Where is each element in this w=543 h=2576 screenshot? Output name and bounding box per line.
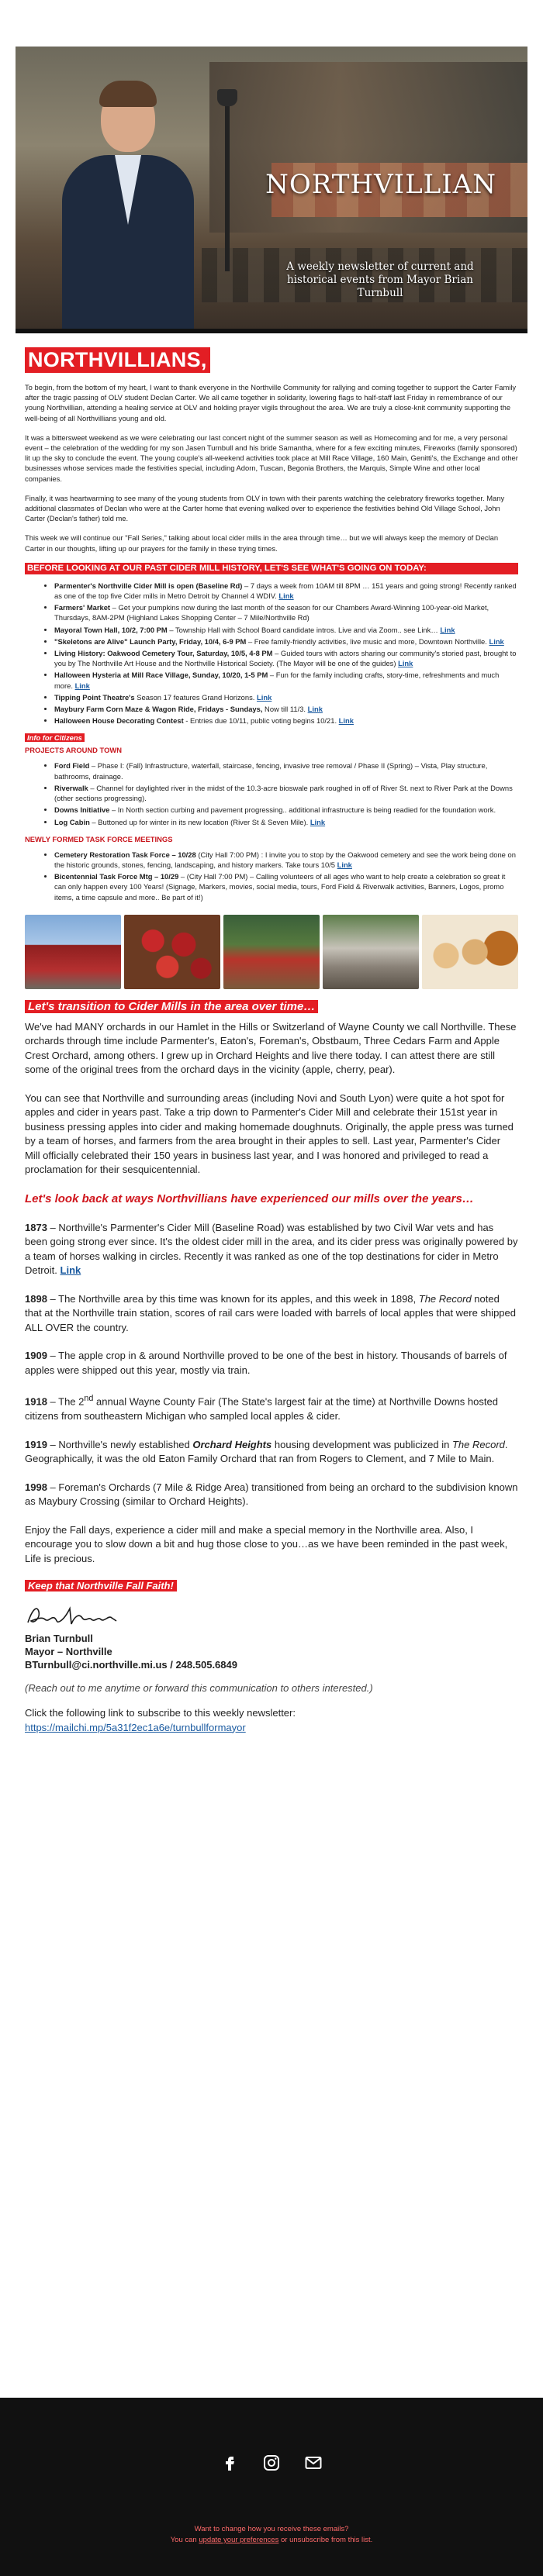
event-link[interactable]: Link bbox=[257, 692, 272, 702]
footer-text-part: or bbox=[278, 2536, 290, 2544]
project-item bbox=[54, 783, 518, 803]
events-list bbox=[25, 581, 518, 726]
event-link[interactable]: Link bbox=[307, 705, 323, 714]
event-item bbox=[54, 648, 518, 668]
mayor-hair bbox=[99, 81, 157, 107]
event-item bbox=[54, 692, 518, 702]
event-item bbox=[54, 581, 518, 601]
apples-photo bbox=[124, 915, 220, 989]
event-text: – Guided tours with actors sharing our community's storied past, brought to you by The Northville Art House and the Northville Historical Society. (The Mayor will be one of the guides) bbox=[54, 649, 517, 668]
events-heading: BEFORE LOOKING AT OUR PAST CIDER MILL HISTORY, LET'S SEE WHAT'S GOING ON TODAY: bbox=[25, 563, 518, 574]
history-content bbox=[0, 989, 543, 1735]
event-title: Parmenter's Northville Cider Mill is open (Baseline Rd) bbox=[54, 581, 243, 590]
intro-paragraph: Finally, it was heartwarming to see many of the young students from OLV in town with their parents watching the celebratory fireworks together. Many additional classmates of Declan who were at the Carter home that evening walked over to experience the festivities behind Old Village School, John Carter (Declan's father) told me. bbox=[25, 493, 505, 523]
event-text: – Free family-friendly activities, live music and more, Downtown Northville. bbox=[246, 636, 487, 646]
taskforce-item bbox=[54, 850, 518, 870]
signer-title: Mayor – Northville bbox=[25, 1646, 112, 1658]
event-link[interactable]: Link bbox=[398, 659, 413, 668]
social-icons bbox=[0, 2398, 543, 2476]
event-link[interactable]: Link bbox=[338, 716, 354, 726]
event-title: Halloween House Decorating Contest bbox=[54, 716, 184, 726]
footer-text-part: You can bbox=[170, 2536, 199, 2544]
project-title: Log Cabin bbox=[54, 817, 90, 826]
project-text: – Phase I: (Fall) Infrastructure, waterfall, staircase, fencing, invasive tree removal / Phase II (Spring) – Vista, Play structure, bathrooms, drainage. bbox=[54, 761, 488, 781]
event-text: – 7 days a week from 10AM till 8PM … 151 years and going strong! Recently ranked as one of the top five Cider mills in Metro Detroit by Channel 4 WDIV. bbox=[54, 581, 517, 601]
project-item bbox=[54, 805, 518, 815]
event-title: Living History: Oakwood Cemetery Tour, Saturday, 10/5, 4-8 PM bbox=[54, 649, 273, 658]
closing-paragraph: Enjoy the Fall days, experience a cider mill and make a special memory in the Northville area. Also, I encourage you to slow down a bit and hug those close to you…as we have been reminded in the past week, Life is precious. bbox=[25, 1523, 508, 1564]
event-title: Tipping Point Theatre's bbox=[54, 692, 135, 702]
taskforce-text: (City Hall 7:00 PM) : I invite you to stop by the Oakwood cemetery and see the work being done on the historic grounds, stones, fencing, landscaping, and history markers. Take tours 10/5 bbox=[54, 850, 516, 869]
hero-lamp-head bbox=[217, 89, 237, 106]
info-tag: Info for Citizens bbox=[25, 733, 85, 742]
top-spacer bbox=[0, 0, 543, 47]
intro-paragraph: This week we will continue our "Fall Series," talking about local cider mills in the area through time… but we will always keep the memory of Declan Carter in our thoughts, lifting up our prayers for the family in these trying times. bbox=[25, 533, 499, 553]
facebook-icon[interactable] bbox=[220, 2454, 239, 2476]
history-1909 bbox=[25, 1349, 518, 1378]
project-text: – In North section curbing and pavement progressing.. additional infrastructure is being readied for the foundation work. bbox=[109, 805, 496, 815]
taskforce-text: – (City Hall 7:00 PM) – Calling volunteers of all ages who want to help create a celebration so great it can only happen every 100 Years! (Signage, Markers, movies, social media, tours, Ford Field & Riverwalk activities, Banners, Logos, promo items, a time capsule and more.. Be part of it!) bbox=[54, 872, 506, 902]
event-title: Farmers' Market bbox=[54, 603, 111, 612]
email-icon[interactable] bbox=[304, 2454, 323, 2476]
ordinal-suffix: nd bbox=[84, 1394, 94, 1404]
history-text: noted that at the Northville train station, scores of rail cars were loaded with barrels of local apples that were shipped ALL OVER the country. bbox=[25, 1292, 516, 1333]
event-text: – Fun for the family including crafts, story-time, refreshments and much more. bbox=[54, 671, 500, 690]
event-item bbox=[54, 716, 518, 726]
footer-text bbox=[0, 2524, 543, 2546]
history-1898 bbox=[25, 1292, 518, 1336]
year-label: 1873 bbox=[25, 1221, 47, 1233]
event-link[interactable]: Link bbox=[74, 681, 90, 690]
history-text: – Northville's Parmenter's Cider Mill (Baseline Road) was established by two Civil War vets and has been going strong ever since. It's the oldest cider mill in the area, and its cider press was originally powered by a team of horses walking in circles. Recently it was ranked as one of the top destinations for cider in Metro Detroit. bbox=[25, 1221, 518, 1277]
event-item bbox=[54, 602, 518, 622]
main-content bbox=[0, 333, 543, 902]
history-text: . Geographically, it was the old Eaton Family Orchard that ran from Rogers to Clement, and 7 Mile to Main. bbox=[25, 1438, 508, 1465]
publication-name: The Record bbox=[418, 1292, 472, 1305]
signer-contact[interactable]: BTurnbull@ci.northville.mi.us / 248.505.6849 bbox=[25, 1659, 237, 1671]
project-title: Downs Initiative bbox=[54, 805, 110, 815]
doughnuts-cider-photo bbox=[422, 915, 518, 989]
event-item bbox=[54, 625, 518, 635]
event-title: Maybury Farm Corn Maze & Wagon Ride, Fridays - Sundays, bbox=[54, 705, 263, 714]
taskforce-title: Bicentennial Task Force Mtg – 10/29 bbox=[54, 872, 179, 881]
unsubscribe-link[interactable]: unsubscribe from this list bbox=[289, 2536, 371, 2544]
history-text: housing development was publicized in bbox=[272, 1438, 452, 1450]
history-1873 bbox=[25, 1221, 518, 1278]
taskforce-link[interactable]: Link bbox=[337, 860, 352, 869]
keep-faith-heading: Keep that Northville Fall Faith! bbox=[25, 1580, 177, 1591]
instagram-icon[interactable] bbox=[262, 2454, 281, 2476]
year-label: 1918 bbox=[25, 1395, 47, 1408]
subscribe-link[interactable]: https://mailchi.mp/5a31f2ec1a6e/turnbullformayor bbox=[25, 1721, 246, 1733]
development-name: Orchard Heights bbox=[192, 1438, 272, 1450]
year-label: 1898 bbox=[25, 1292, 47, 1305]
event-title: "Skeletons are Alive" Launch Party, Friday, 10/4, 6-9 PM bbox=[54, 636, 247, 646]
history-text: – The apple crop in & around Northville proved to be one of the best in history. Thousands of barrels of apples were shipped out this year, mostly via train. bbox=[25, 1350, 507, 1376]
taskforce-heading: NEWLY FORMED TASK FORCE MEETINGS bbox=[25, 834, 173, 843]
mayor-photo bbox=[54, 78, 202, 326]
footer-text-part: . bbox=[370, 2536, 373, 2544]
orchards-paragraph: You can see that Northville and surrounding areas (including Novi and South Lyon) were quite a hot spot for apples and cider in years past. Take a trip down to Parmenter's Cider Mill and celebrate their 151st year in business pressing apples into cider and making homemade doughnuts. Originally, the apple press was turned by a team of horses, and farmers from the area brought in their apples to sell. Last year, Parmenter's Cider Mill officially celebrated their 150 years in business last year, and I was honored and privileged to read a proclamation for their sesquicentennial. bbox=[25, 1091, 514, 1176]
project-item bbox=[54, 817, 518, 827]
newsletter-title: NORTHVILLIAN bbox=[265, 169, 496, 200]
history-text: – The 2 bbox=[47, 1395, 85, 1408]
orchards-paragraph: We've had MANY orchards in our Hamlet in the Hills or Switzerland of Wayne County we call Northville. These orchards through time include Parmenter's, Eaton's, Foreman's, Obstbaum, Three Cedars Farm and Apple Crest Orchard, among others. I grew up in Orchard Heights and live there today. I can attest there are still some of the original trees from the orchard days in the vicinity (apple, cherry, pear). bbox=[25, 1020, 517, 1076]
taskforce-list bbox=[25, 850, 518, 902]
projects-heading: PROJECTS AROUND TOWN bbox=[25, 746, 123, 755]
handwritten-signature bbox=[25, 1601, 518, 1632]
year-label: 1919 bbox=[25, 1438, 47, 1450]
hero-banner bbox=[16, 47, 527, 333]
event-text: Season 17 features Grand Horizons. bbox=[134, 692, 255, 702]
year-label: 1998 bbox=[25, 1481, 47, 1493]
transition-heading: Let's transition to Cider Mills in the area over time… bbox=[25, 1000, 318, 1013]
greeting-heading: NORTHVILLIANS, bbox=[25, 347, 210, 373]
photo-strip bbox=[0, 915, 543, 989]
publication-name: The Record bbox=[451, 1438, 505, 1450]
red-barn-photo bbox=[25, 915, 121, 989]
footer-line-2 bbox=[0, 2535, 543, 2546]
event-text: – Township Hall with School Board candidate intros. Live and via Zoom.. see Link… bbox=[167, 625, 438, 634]
history-1998 bbox=[25, 1481, 518, 1509]
event-text: Now till 11/3. bbox=[262, 705, 306, 714]
project-link[interactable]: Link bbox=[310, 817, 326, 826]
signature-graphic bbox=[25, 1601, 126, 1632]
project-text: – Channel for daylighted river in the midst of the 10.3-acre bioswale park roughed in off of River St. next to River Park at the Downs (other sections progressing). bbox=[54, 783, 513, 803]
footer-line-1: Want to change how you receive these emails? bbox=[194, 2525, 349, 2533]
footer bbox=[0, 2398, 543, 2576]
event-title: Mayoral Town Hall, 10/2, 7:00 PM bbox=[54, 625, 168, 634]
taskforce-item bbox=[54, 871, 518, 902]
event-item bbox=[54, 704, 518, 714]
history-link[interactable]: Link bbox=[60, 1264, 81, 1277]
subscribe-text: Click the following link to subscribe to this weekly newsletter: bbox=[25, 1707, 296, 1719]
project-text: – Buttoned up for winter in its new location (River St & Seven Mile). bbox=[89, 817, 309, 826]
history-text: – The Northville area by this time was known for its apples, and this week in 1898, bbox=[47, 1292, 419, 1305]
signer-name: Brian Turnbull bbox=[25, 1633, 93, 1645]
year-label: 1909 bbox=[25, 1350, 47, 1362]
history-1918 bbox=[25, 1391, 518, 1423]
event-text: - Entries due 10/11, public voting begins 10/21. bbox=[183, 716, 337, 726]
cider-mill-photo bbox=[223, 915, 320, 989]
projects-list bbox=[25, 760, 518, 826]
taskforce-title: Cemetery Restoration Task Force – 10/28 bbox=[54, 850, 196, 859]
event-text: – Get your pumpkins now during the last month of the season for our Chambers Award-Winning 100-year-old Market, Thursdays, 8AM-2PM (Highland Lakes Shopping Center – 7 Mile/Northville Rd) bbox=[54, 603, 489, 622]
mills-heading: Let's look back at ways Northvillians have experienced our mills over the years… bbox=[25, 1191, 474, 1205]
history-1919 bbox=[25, 1438, 518, 1467]
project-title: Riverwalk bbox=[54, 783, 88, 792]
event-item bbox=[54, 636, 518, 647]
history-text: – Northville's newly established bbox=[47, 1438, 193, 1450]
newsletter-subtitle: A weekly newsletter of current and historical events from Mayor Brian Turnbull bbox=[286, 260, 474, 299]
project-item bbox=[54, 760, 518, 781]
intro-paragraph: To begin, from the bottom of my heart, I want to thank everyone in the Northville Community for rallying and coming together to support the Carter Family after the tragic passing of OLV student Declan Carter. We all came together in solidarity, lowering flags to half-staff last Friday in remembrance of our young Northvillian, attending a healing service at OLV and holding prayer vigils throughout the area. We are truly a close-knit community supporting the well-being of all Northvillians young and old. bbox=[25, 383, 517, 422]
mill-building-photo bbox=[323, 915, 419, 989]
event-title: Halloween Hysteria at Mill Race Village, Sunday, 10/20, 1-5 PM bbox=[54, 671, 268, 680]
history-text: – Foreman's Orchards (7 Mile & Ridge Area) transitioned from being an orchard to the subdivision known as Maybury Crossing (similar to Orchard Heights). bbox=[25, 1481, 518, 1508]
event-item bbox=[54, 670, 518, 690]
reach-out-note: (Reach out to me anytime or forward this communication to others interested.) bbox=[25, 1682, 373, 1695]
update-preferences-link[interactable]: update your preferences bbox=[199, 2536, 279, 2544]
project-title: Ford Field bbox=[54, 761, 90, 771]
intro-paragraph: It was a bittersweet weekend as we were celebrating our last concert night of the summer season as well as Homecoming and for me, a very personal event – the celebration of the wedding for my son Jasen Turnbull and his bride Samantha, where for a few exciting minutes, Fireworks (family sponsored) lit up the sky to conclude the event. The young couple's all-weekend activities took place at Mill Race Village, 160 Main, Genitti's, the Exchange and other businesses whose services made the festivities special, including Adorn, Tuscan, Begonia Brothers, the Marquis, Simple Wine and other local companies. bbox=[25, 433, 518, 483]
event-link[interactable]: Link bbox=[489, 636, 504, 646]
event-link[interactable]: Link bbox=[440, 625, 455, 634]
event-link[interactable]: Link bbox=[278, 591, 294, 601]
hero-lamp-post bbox=[225, 101, 230, 271]
history-text: annual Wayne County Fair (The State's largest fair at the time) at Northville Downs hosted citizens from southeastern Michigan who sampled local apples & cider. bbox=[25, 1395, 498, 1422]
